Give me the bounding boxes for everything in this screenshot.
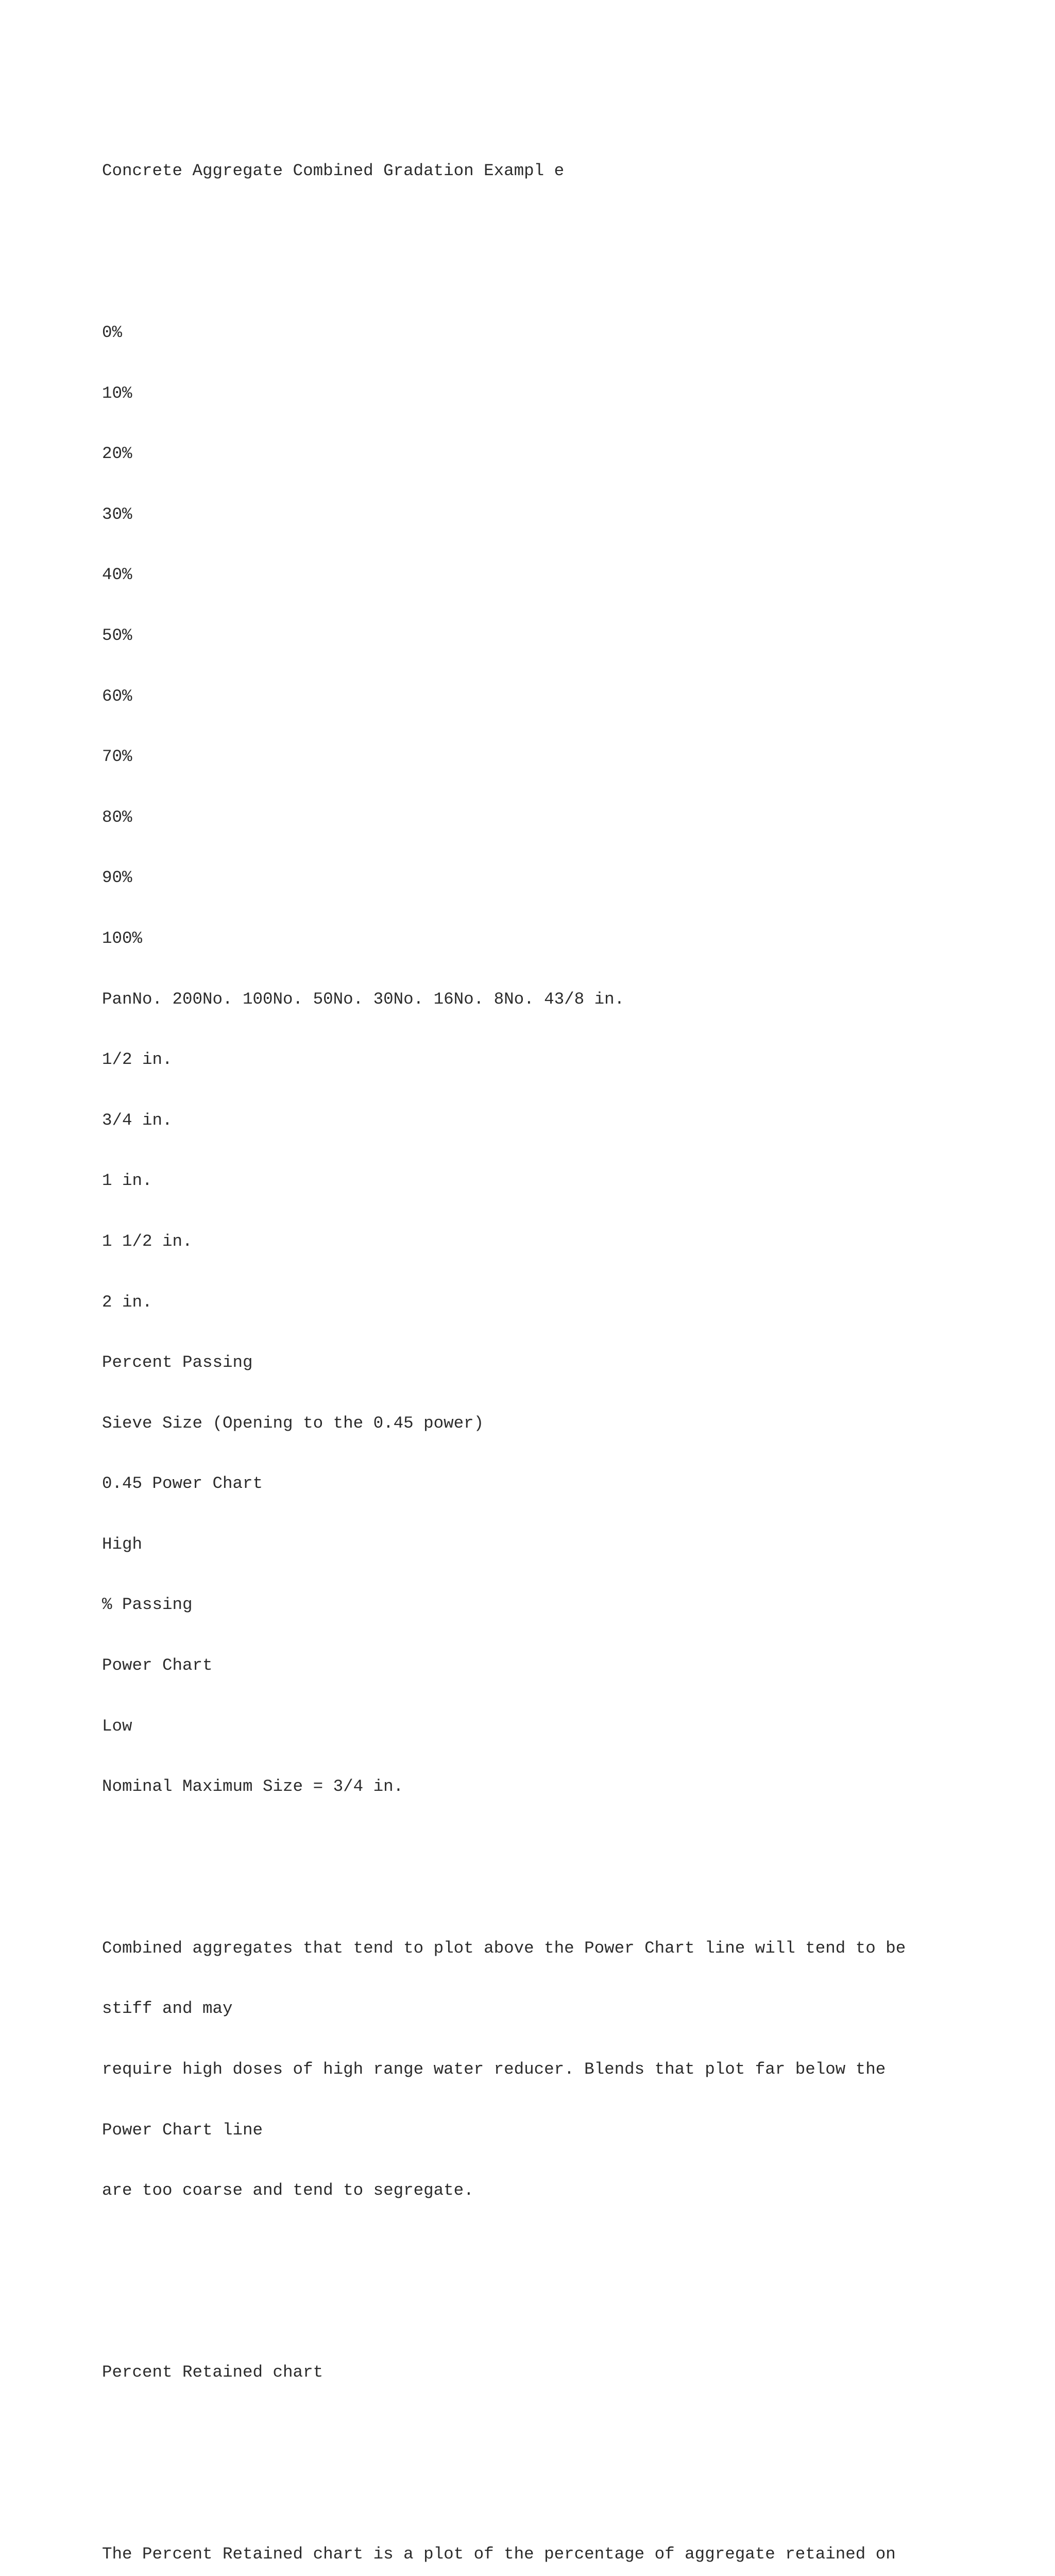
chart-axis-tick: 70% — [102, 747, 132, 767]
chart-y-axis-label: Percent Passing — [102, 1353, 253, 1372]
paragraph-line: are too coarse and tend to segregate. — [102, 2181, 474, 2200]
paragraph-line: require high doses of high range water reducer. Blends that plot far below the — [102, 2060, 886, 2079]
chart-sieve-label: 1 in. — [102, 1171, 152, 1191]
chart-sieve-label: 1 1/2 in. — [102, 1231, 193, 1251]
chart-axis-tick: 90% — [102, 868, 132, 888]
chart-x-axis-label: Sieve Size (Opening to the 0.45 power) — [102, 1413, 484, 1433]
document-title: Concrete Aggregate Combined Gradation Exampl e — [102, 161, 565, 181]
chart-axis-tick: 80% — [102, 807, 132, 827]
paragraph-line: Combined aggregates that tend to plot above the Power Chart line will tend to be — [102, 1938, 906, 1958]
chart-axis-tick: 30% — [102, 504, 132, 524]
chart-title: 0.45 Power Chart — [102, 1474, 263, 1494]
chart-annotation: Nominal Maximum Size = 3/4 in. — [102, 1777, 404, 1797]
chart-sieve-label: 3/4 in. — [102, 1110, 173, 1130]
paragraph-power-chart — [102, 1897, 1029, 2241]
chart-axis-tick: 50% — [102, 625, 132, 645]
chart-axis-tick: 100% — [102, 928, 143, 948]
document-body — [102, 121, 1029, 2576]
chart-axis-tick: 20% — [102, 444, 132, 464]
blank-line — [102, 2301, 1029, 2321]
chart-legend-entry: High — [102, 1534, 143, 1554]
chart-legend-entry: % Passing — [102, 1595, 193, 1615]
chart-legend-entry: Power Chart — [102, 1656, 213, 1675]
chart-axis-tick: 60% — [102, 686, 132, 706]
chart-sieve-label: 2 in. — [102, 1292, 152, 1312]
chart-axis-tick: 40% — [102, 565, 132, 585]
chart-axis-tick: 0% — [102, 323, 123, 342]
paragraph-line: stiff and may — [102, 1999, 233, 2019]
chart-text-block — [102, 282, 1029, 1837]
chart-legend-entry: Low — [102, 1716, 132, 1736]
blank-line — [102, 2423, 1029, 2443]
paragraph-line: The Percent Retained chart is a plot of the percentage of aggregate retained on — [102, 2544, 896, 2564]
paragraph-line: Power Chart line — [102, 2120, 263, 2140]
section-heading: Percent Retained chart — [102, 2363, 324, 2382]
chart-sieve-label: 1/2 in. — [102, 1050, 173, 1070]
paragraph-percent-retained — [102, 2503, 1029, 2576]
chart-axis-tick: 10% — [102, 383, 132, 403]
chart-sieve-labels: PanNo. 200No. 100No. 50No. 30No. 16No. 8No. 43/8 in. — [102, 989, 625, 1009]
